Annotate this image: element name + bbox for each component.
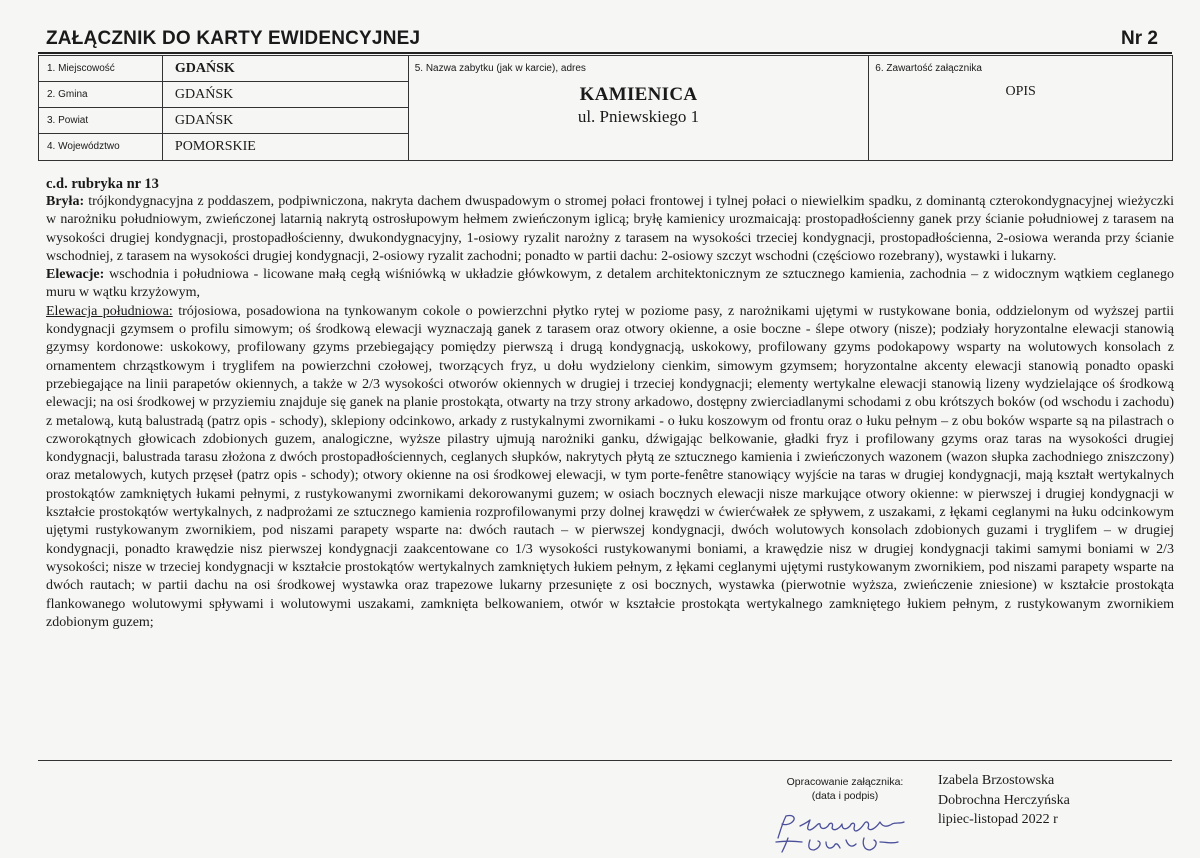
elewacje-paragraph [46, 266, 1174, 303]
header-rule [38, 52, 1172, 54]
south-elevation-paragraph [46, 303, 1174, 632]
content-cell [869, 56, 1173, 161]
south-elevation-label: Elewacja południowa: [46, 303, 173, 319]
object-address-value: ul. Pniewskiego 1 [577, 107, 700, 126]
elewacje-text: wschodnia i południowa - licowane małą cegłą wiśniówką w układzie główkowym, z detalem architektonicznym ze sztucznego kamienia, zachodnia – z widocznym wątkiem ceglanego muru w wątku krzyżowym, [46, 267, 1174, 301]
handwritten-signatures [764, 808, 914, 858]
object-name-value: KAMIENICA [579, 84, 698, 105]
date-signature-caption: (data i podpis) [811, 790, 879, 802]
wojewodztwo-value: POMORSKIE [162, 134, 408, 161]
wojewodztwo-label: 4. Województwo [39, 134, 163, 161]
bryla-text: trójkondygnacyjna z poddaszem, podpiwniczona, nakryta dachem dwuspadowym o stromej połaci frontowej i tylnej połaci o niewielkim spadku, z dominantą czterokondygnacyjnej wieżyczki w narożniku południowym, zwieńczonej latarnią nakrytą ostrosłupowym hełmem zwieńczonym iglicą; bryłę kamienicy urozmaicają: prostopadłościenny ganek przy ścianie południowej z tarasem na wysokości drugiej kondygnacji, prostopadłościenny, dwukondygnacyjny, 1-osiowy ryzalit narożny z tarasem na wysokości trzeciej kondygnacji, prostopadłościenna, 2-osiowa weranda przy ścianie wschodniej, z tarasem na wysokości drugiej kondygnacji, 2-osiowy ryzalit zachodni; ponadto w partii dachu: 2-osiowy szczyt wschodni (częściowo rozebrany), wystawki i lukarny. [46, 194, 1174, 264]
authors-block [938, 771, 1070, 830]
signature-stroke-1 [778, 816, 794, 838]
author-1: Izabela Brzostowska [938, 773, 1055, 788]
attachment-number: Nr 2 [1121, 28, 1158, 49]
bryla-paragraph [46, 193, 1174, 266]
miejscowosc-label: 1. Miejscowość [39, 56, 163, 82]
powiat-label: 3. Powiat [39, 108, 163, 134]
gmina-label: 2. Gmina [39, 82, 163, 108]
south-elevation-text: trójosiowa, posadowiona na tynkowanym cokole o powierzchni płytko rytej w poziome pasy, z narożnikami ujętymi w rustykowane bonia, oddzielonym od wyższej partii kondygnacji gzymsem o profilu simowym; oś środkową elewacji wyznaczają ganek z tarasem oraz otwory okienne, a osie boczne - ślepe otwory (nisze); podziały horyzontalne elewacji stanowią gzymsy kordonowe: uskokowy, profilowany gzyms przebiegający pomiędzy pierwszą i drugą kondygnacją, uskokowy, profilowany gzyms podokapowy wsparty na wolutowych konsolach z ornamentem chrząstkowym i tryglifem na powierzchni czołowej, tworzących fryz, u dołu wydzielony cienkim, simowym gzymsem; horyzontalne akcenty elewacji stanowią ponadto opaski przebiegające na linii parapetów okiennych, a także w 2/3 wysokości otworów okiennych w drugiej i trzeciej kondygnacji; elementy wertykalne elewacji stanowią lizeny wydzielające oś środkową elewacji; na osi środkowej w przyziemiu znajduje się ganek na planie prostokąta, otwarty na trzy strony arkadowo, dostępny zwierciadlanymi schodami z obu krótszych boków (od wschodu i zachodu) z metalową, kutą balustradą (patrz opis - schody), sklepiony odcinkowo, arkady z rustykalnymi zwornikami - o łuku koszowym od frontu oraz o łuku pełnym – z obu boków wsparte są na pilastrach o czworokątnych głowicach zdobionych guzem, analogiczne, wyższe pilastry ujmują narożniki ganku, dźwigając belkowanie, gładki fryz i profilowany gzyms oraz taras na wysokości drugiej kondygnacji, balustrada tarasu złożona z dwóch prostopadłościennych, ceglanych słupków, nakrytych płytą ze sztucznego kamienia i zwieńczonych wazonem (wazon słupka zachodniego zniszczony) oraz metalowych, kutych przęseł (patrz opis - schody); otwory okienne na osi środkowej elewacji, w tym porte-fenêtre stanowiący wyjście na taras w drugiej kondygnacji, mają kształt wertykalnych prostokątów zamkniętych łukami pełnymi, z rustykowanymi zwornikami dekorowanymi guzem; w osiach bocznych elewacji nisze markujące otwory okienne: w pierwszej i drugiej kondygnacji w kształcie prostokątów wertykalnych, z nadprożami ze sztucznego kamienia rozprofilowanymi przy dolnej krawędzi w ćwierćwałek ze spływem, z uszakami, z łękami ceglanymi na łuku odcinkowym ujętymi rustykowanym zwornikiem, pod niszami parapety wsparte na: dwóch rautach – w pierwszej kondygnacji, dwóch wolutowych konsolach zdobionych guzami i tryglifem – w drugiej kondygnacji, ponadto krawędzie nisz pierwszej kondygnacji zaakcentowane co 1/3 wysokości rustykowanymi boniami, a krawędzie nisz w drugiej kondygnacji takimi samymi boniami w 2/3 wysokości; nisze w trzeciej kondygnacji w kształcie prostokątów wertykalnych zamkniętych łukiem pełnym, z łękami ceglanymi ujętymi rustykowanym zwornikiem, pod niszami parapety wsparte na dwóch rautach; w partii dachu na osi środkowej wystawka oraz trapezowe lukarny przesunięte z osi bocznych, wystawka (pierwotnie wyższa, zwieńczenie zniesione) w kształcie prostokąta flankowanego wolutowymi spływami i wolutowymi uszakami, zamknięta belkowaniem, otwór w kształcie prostokąta wertykalnego zamkniętego łukiem pełnym, z rustykowanym zwornikiem zdobionym guzem; [46, 303, 1174, 630]
miejscowosc-value: GDAŃSK [162, 56, 408, 82]
content-label: 6. Zawartość załącznika [875, 63, 982, 74]
identification-table [38, 55, 1173, 161]
signature-stroke-2 [800, 820, 904, 831]
prepared-by-label [770, 775, 920, 803]
author-2: Dobrochna Herczyńska [938, 792, 1070, 808]
object-name-label: 5. Nazwa zabytku (jak w karcie), adres [414, 63, 586, 74]
powiat-value: GDAŃSK [162, 108, 408, 134]
footer-rule [38, 760, 1172, 761]
object-name-cell [408, 56, 869, 161]
gmina-value: GDAŃSK [162, 82, 408, 108]
elewacje-label: Elewacje: [46, 267, 105, 283]
description-body [46, 193, 1174, 632]
page-title: ZAŁĄCZNIK DO KARTY EWIDENCYJNEJ [46, 28, 421, 49]
prepared-date: lipiec-listopad 2022 r [938, 812, 1058, 827]
content-value: OPIS [1005, 84, 1036, 99]
bryla-label: Bryła: [46, 194, 85, 209]
signature-stroke-3 [776, 838, 898, 852]
prepared-by-caption: Opracowanie załącznika: [786, 776, 904, 788]
rubric-heading: c.d. rubryka nr 13 [46, 176, 159, 192]
